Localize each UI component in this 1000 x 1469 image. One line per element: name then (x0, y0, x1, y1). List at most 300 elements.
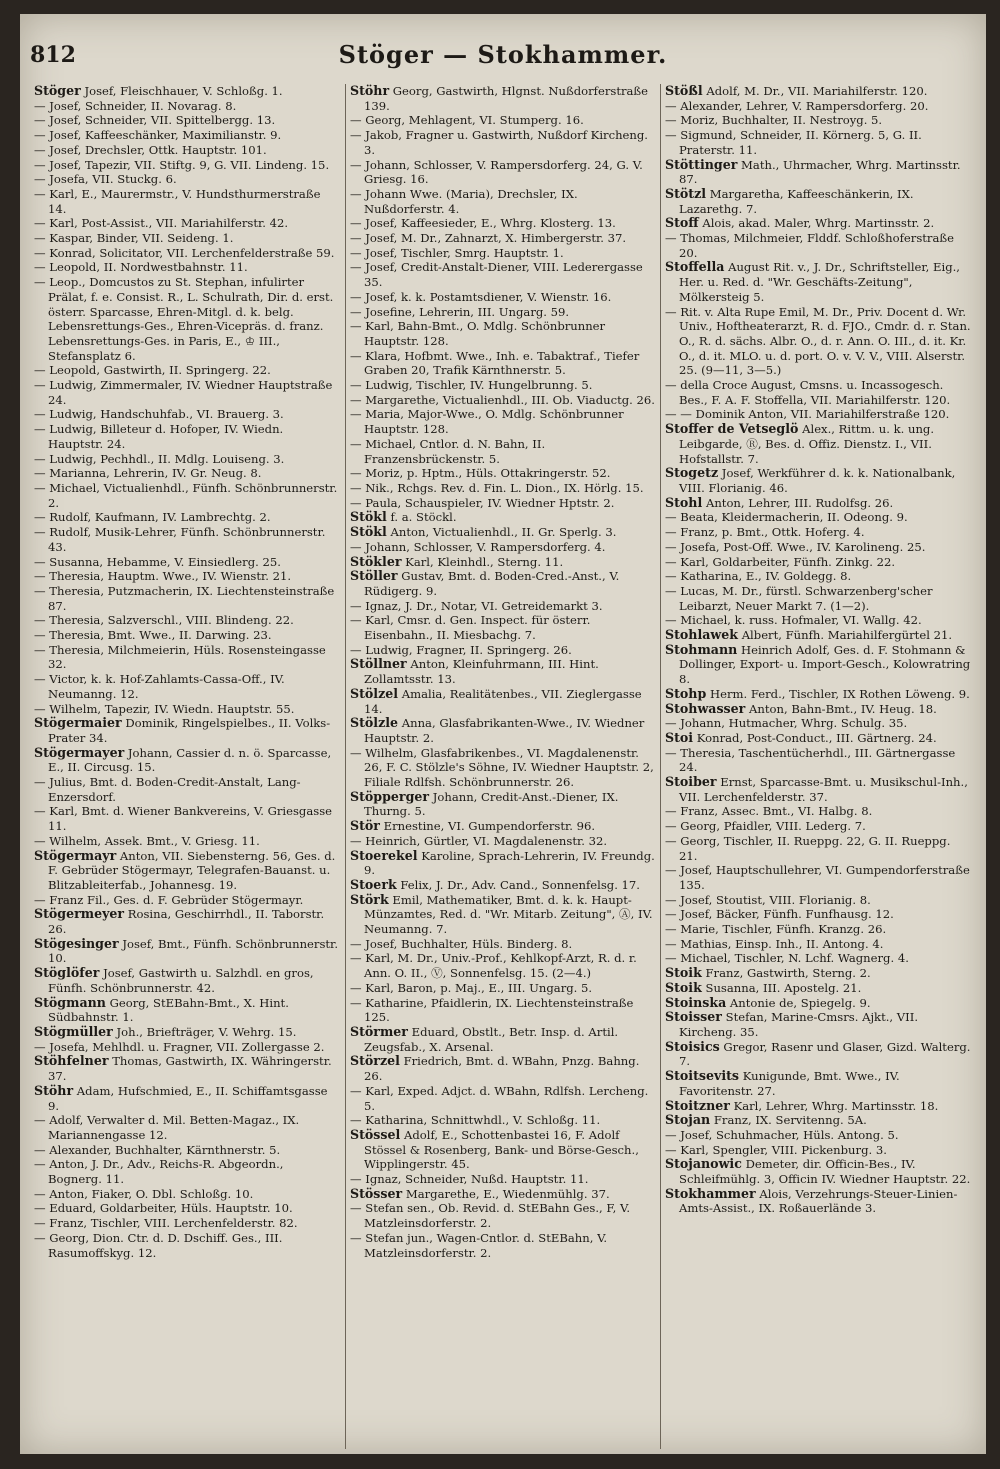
entry-text: Anna, Glasfabrikanten-Wwe., IV. Wiedner Hauptstr. 2. (364, 716, 645, 745)
entry-text: — Josef, Credit-Anstalt-Diener, VIII. Lederergasse 35. (350, 260, 643, 290)
entry-text: — Eduard, Goldarbeiter, Hüls. Hauptstr. 10. (34, 1201, 293, 1216)
entry-surname: Stögmann (34, 994, 106, 1010)
directory-entry (34, 613, 341, 628)
directory-entry (34, 702, 341, 717)
entry-text: — Leop., Domcustos zu St. Stephan, infulirter Prälat, f. e. Consist. R., L. Schulrath, Dir. d. erst. österr. Sparcasse, Ehren-Mitgl. d. k. belg. Lebensrettungs-Ges., Ehren-Vicepräs. d. franz. Lebensrettungs-Ges. in Paris, E., ♔ III., Stefansplatz 6. (34, 275, 334, 363)
entry-text: — Josefa, Mehlhdl. u. Fragner, VII. Zollergasse 2. (34, 1039, 325, 1054)
entry-text: Rosina, Geschirrhdl., II. Taborstr. 26. (48, 907, 325, 937)
directory-entry (350, 84, 656, 113)
entry-text: Josef, Gastwirth u. Salzhdl. en gros, Fünfh. Schönbrunnerstr. 42. (48, 966, 314, 995)
entry-text: — Josef, M. Dr., Zahnarzt, X. Himbergerstr. 37. (350, 231, 627, 246)
directory-entry (34, 937, 341, 966)
entry-text: — Ludwig, Pechhdl., II. Mdlg. Louiseng. 3. (34, 451, 285, 466)
entry-surname: Stötzl (665, 185, 707, 201)
entry-surname: Stoitzner (665, 1097, 730, 1113)
directory-entry (34, 555, 341, 570)
entry-text: Kunigunde, Bmt. Wwe., IV. Favoritenstr. 27. (679, 1069, 900, 1098)
directory-entry (34, 378, 341, 407)
entry-text: Gregor, Rasenr und Glaser, Gizd. Walterg. 7. (679, 1039, 971, 1069)
directory-entry (350, 231, 656, 246)
directory-entry (665, 525, 971, 540)
directory-entry (665, 966, 971, 981)
entry-text: — Rudolf, Musik-Lehrer, Fünfh. Schönbrunnerstr. 43. (34, 525, 326, 554)
entry-text: — Franz, p. Bmt., Ottk. Hoferg. 4. (665, 525, 865, 540)
directory-entry (350, 1113, 656, 1128)
entry-text: — Julius, Bmt. d. Boden-Credit-Anstalt, Lang-Enzersdorf. (34, 775, 301, 804)
directory-entry (350, 643, 656, 658)
directory-entry (665, 305, 971, 379)
entry-surname: Stoff (665, 215, 699, 231)
directory-entry (34, 510, 341, 525)
directory-entry (34, 481, 341, 510)
entry-text: — Victor, k. k. Hof-Zahlamts-Cassa-Off., IV. Neumanng. 12. (34, 672, 285, 701)
entry-surname: Stögmüller (34, 1024, 113, 1039)
directory-entry (665, 922, 971, 937)
entry-text: — Georg, Dion. Ctr. d. D. Dschiff. Ges., III. Rasumoffskyg. 12. (34, 1230, 283, 1260)
directory-entry (350, 128, 656, 157)
entry-surname: Stojan (665, 1112, 711, 1128)
directory-entry (350, 407, 656, 436)
entry-surname: Stöttinger (665, 156, 738, 172)
directory-entry (665, 907, 971, 922)
entry-text: — Josef, Kaffeeschänker, Maximilianstr. 9. (34, 128, 282, 143)
directory-entry (34, 996, 341, 1025)
directory-entry (665, 216, 971, 231)
entry-surname: Stöllner (350, 656, 407, 672)
directory-entry (34, 99, 341, 114)
entry-surname: Störzel (350, 1053, 400, 1069)
directory-entry (665, 1099, 971, 1114)
directory-entry (350, 187, 656, 216)
directory-entry (34, 525, 341, 554)
entry-text: Karl, Kleinhdl., Sterng. 11. (405, 554, 564, 569)
page-header (20, 14, 986, 78)
directory-entry (350, 1201, 656, 1230)
entry-text: Margaretha, Kaffeeschänkerin, IX. Lazarethg. 7. (679, 186, 914, 216)
entry-text: — Paula, Schauspieler, IV. Wiedner Hptstr. 2. (350, 495, 615, 510)
directory-entry (34, 158, 341, 173)
entry-text: Gustav, Bmt. d. Boden-Cred.-Anst., V. Rüdigerg. 9. (364, 569, 620, 598)
entry-text: — Josef, Kaffeesieder, E., Whrg. Klosterg. 13. (350, 216, 616, 231)
directory-entry (34, 775, 341, 804)
directory-entry (665, 540, 971, 555)
entry-text: Alois, Verzehrungs-Steuer-Linien-Amts-Assist., IX. Roßauerlände 3. (679, 1186, 958, 1216)
entry-text: Karl, Lehrer, Whrg. Martinsstr. 18. (733, 1098, 939, 1113)
entry-text: — Theresia, Salzverschl., VIII. Blindeng. 22. (34, 613, 294, 628)
entry-surname: Stögesinger (34, 935, 119, 951)
entry-surname: Stölzle (350, 715, 399, 731)
entry-text: — Josef, Tapezir, VII. Stiftg. 9, G. VII. Lindeng. 15. (34, 157, 330, 172)
entry-text: Stefan, Marine-Cmsrs. Ajkt., VII. Kircheng. 35. (679, 1010, 919, 1039)
directory-entry (350, 746, 656, 790)
entry-text: — Karl, Bahn-Bmt., O. Mdlg. Schönbrunner Hauptstr. 128. (350, 319, 606, 348)
entry-surname: Stöger (34, 84, 81, 98)
directory-entry (350, 1172, 656, 1187)
entry-text: — Ludwig, Fragner, II. Springerg. 26. (350, 642, 572, 657)
entry-text: — Theresia, Putzmacherin, IX. Liechtensteinstraße 87. (34, 583, 335, 613)
directory-entry (34, 1187, 341, 1202)
directory-entry (665, 1069, 971, 1098)
entry-surname: Stoik (665, 965, 702, 981)
directory-entry (34, 893, 341, 908)
directory-entry (350, 290, 656, 305)
entry-text: — Leopold, Gastwirth, II. Springerg. 22. (34, 363, 271, 378)
directory-entry (350, 393, 656, 408)
entry-text: — Josef, Schneider, VII. Spittelbergg. 13. (34, 113, 276, 128)
entry-text: Ernst, Sparcasse-Bmt. u. Musikschul-Inh., VII. Lerchenfelderstr. 37. (679, 775, 968, 804)
entry-surname: Stössel (350, 1126, 401, 1142)
directory-entry (350, 569, 656, 598)
entry-text: Josef, Fleischhauer, V. Schloßg. 1. (84, 84, 283, 98)
entry-text: — Maria, Major-Wwe., O. Mdlg. Schönbrunner Hauptstr. 128. (350, 407, 624, 437)
entry-text: — Josef, Stoutist, VIII. Florianig. 8. (665, 892, 871, 907)
entry-text: Adolf, M. Dr., VII. Mariahilferstr. 120. (706, 84, 928, 98)
entry-text: Joh., Briefträger, V. Wehrg. 15. (116, 1025, 297, 1039)
entry-text: — Theresia, Bmt. Wwe., II. Darwing. 23. (34, 628, 272, 643)
entry-text: Eduard, Obstlt., Betr. Insp. d. Artil. Zeugsfab., X. Arsenal. (364, 1025, 619, 1054)
directory-entry (350, 981, 656, 996)
entry-text: — Karl, Goldarbeiter, Fünfh. Zinkg. 22. (665, 554, 896, 569)
directory-entry (34, 113, 341, 128)
entry-text: — Heinrich, Gürtler, VI. Magdalenenstr. 32. (350, 833, 608, 848)
directory-entry (665, 716, 971, 731)
entry-text: — Ignaz, J. Dr., Notar, VI. Getreidemarkt 3. (350, 598, 603, 613)
directory-entry (665, 1010, 971, 1039)
entry-text: — Wilhelm, Tapezir, IV. Wiedn. Hauptstr. 55. (34, 701, 295, 716)
entry-text: Math., Uhrmacher, Whrg. Martinsstr. 87. (679, 157, 961, 187)
entry-text: Franz, IX. Servitenng. 5A. (713, 1113, 867, 1128)
directory-entry (34, 834, 341, 849)
entry-text: — Ignaz, Schneider, Nußd. Hauptstr. 11. (350, 1172, 589, 1187)
directory-entry (34, 643, 341, 672)
entry-text: — della Croce August, Cmsns. u. Incassogesch. Bes., F. A. F. Stoffella, VII. Mariahilferstr. 120. (665, 378, 951, 407)
entry-surname: Stoisics (665, 1038, 720, 1054)
directory-entry (665, 1040, 971, 1069)
entry-text: — Anton, Fiaker, O. Dbl. Schloßg. 10. (34, 1186, 254, 1201)
directory-entry (665, 687, 971, 702)
entry-text: — Susanna, Hebamme, V. Einsiedlerg. 25. (34, 554, 281, 569)
directory-entry (350, 216, 656, 231)
entry-text: — Michael, Cntlor. d. N. Bahn, II. Franzensbrückenstr. 5. (350, 436, 546, 466)
directory-entry (34, 1231, 341, 1260)
entry-text: — Josef, Bäcker, Fünfh. Funfhausg. 12. (665, 907, 894, 922)
entry-surname: Stohl (665, 494, 703, 510)
directory-entry (350, 496, 656, 511)
directory-entry (665, 746, 971, 775)
entry-text: — Franz, Tischler, VIII. Lerchenfelderstr. 82. (34, 1216, 298, 1231)
entry-surname: Stoiber (665, 774, 717, 790)
entry-text: — Rudolf, Kaufmann, IV. Lambrechtg. 2. (34, 510, 271, 525)
entry-text: — Leopold, II. Nordwestbahnstr. 11. (34, 260, 248, 275)
entry-surname: Stöpperger (350, 788, 430, 804)
entry-surname: Stohlawek (665, 627, 738, 643)
entry-text: — Ludwig, Handschuhfab., VI. Brauerg. 3. (34, 407, 284, 422)
entry-text: Georg, Gastwirth, Hlgnst. Nußdorferstraße 139. (364, 84, 649, 113)
entry-text: — Josef, Buchhalter, Hüls. Binderg. 8. (350, 936, 573, 951)
directory-entry (34, 84, 341, 99)
entry-text: — Franz, Assec. Bmt., VI. Halbg. 8. (665, 804, 873, 819)
entry-surname: Stöller (350, 568, 398, 584)
directory-entry (34, 1201, 341, 1216)
directory-entry (665, 113, 971, 128)
entry-text: — Ludwig, Tischler, IV. Hungelbrunng. 5. (350, 378, 593, 393)
entry-text: — Karl, M. Dr., Univ.-Prof., Kehlkopf-Arzt, R. d. r. Ann. O. II., Ⓥ, Sonnenfelsg. 15. (2—4.) (350, 951, 637, 981)
directory-entry (350, 996, 656, 1025)
entry-text: — Ludwig, Zimmermaler, IV. Wiedner Hauptstraße 24. (34, 378, 333, 407)
entry-text: — Franz Fil., Ges. d. F. Gebrüder Stögermayr. (34, 892, 304, 907)
entry-surname: Stölzel (350, 685, 399, 701)
column-right (660, 84, 975, 1449)
entry-surname: Stöhr (350, 84, 390, 98)
directory-entry (34, 849, 341, 893)
directory-entry (350, 158, 656, 187)
entry-text: — Karl, Bmt. d. Wiener Bankvereins, V. Griesgasse 11. (34, 804, 333, 834)
entry-text: Konrad, Post-Conduct., III. Gärtnerg. 24. (696, 730, 937, 745)
directory-entry (350, 613, 656, 642)
entry-text: Anton, Victualienhdl., II. Gr. Sperlg. 3. (390, 525, 617, 540)
directory-entry (665, 951, 971, 966)
directory-entry (665, 1187, 971, 1216)
entry-surname: Störk (350, 891, 389, 907)
entry-text: — Michael, k. russ. Hofmaler, VI. Wallg. 42. (665, 613, 922, 628)
directory-entry (350, 716, 656, 745)
directory-entry (350, 525, 656, 540)
entry-text: — Alexander, Buchhalter, Kärnthnerstr. 5. (34, 1142, 281, 1157)
entry-text: Anton, Bahn-Bmt., IV. Heug. 18. (749, 701, 937, 716)
entry-text: — Margarethe, Victualienhdl., III. Ob. Viaductg. 26. (350, 392, 655, 407)
entry-surname: Stohp (665, 685, 707, 701)
directory-entry (350, 834, 656, 849)
directory-entry (665, 555, 971, 570)
entry-text: — Moriz, Buchhalter, II. Nestroyg. 5. (665, 113, 883, 128)
entry-text: — Marie, Tischler, Fünfh. Kranzg. 26. (665, 922, 887, 937)
directory-entry (350, 437, 656, 466)
entry-text: — Karl, Exped. Adjct. d. WBahn, Rdlfsh. Lercheng. 5. (350, 1083, 649, 1113)
directory-page (20, 14, 986, 1454)
entry-text: — Karl, Post-Assist., VII. Mariahilferstr. 42. (34, 216, 289, 231)
entry-text: Albert, Fünfh. Mariahilfergürtel 21. (741, 628, 953, 643)
entry-surname: Stögermeyer (34, 906, 125, 922)
directory-entry (665, 643, 971, 687)
entry-surname: Stögermaier (34, 715, 122, 731)
directory-entry (350, 1084, 656, 1113)
entry-surname: Stökl (350, 524, 387, 540)
entry-text: — Katharina, E., IV. Goldegg. 8. (665, 569, 852, 584)
entry-text: — Theresia, Hauptm. Wwe., IV. Wienstr. 21. (34, 569, 292, 584)
entry-text: Johann, Credit-Anst.-Diener, IX. Thurng. 5. (364, 789, 619, 819)
directory-entry (665, 628, 971, 643)
entry-text: Johann, Cassier d. n. ö. Sparcasse, E., II. Circusg. 15. (48, 745, 332, 775)
entry-surname: Stohwasser (665, 700, 746, 716)
directory-entry (350, 555, 656, 570)
entry-text: Georg, StEBahn-Bmt., X. Hint. Südbahnstr. 1. (48, 995, 289, 1025)
entry-text: Thomas, Gastwirth, IX. Währingerstr. 37. (48, 1054, 332, 1084)
entry-text: — Lucas, M. Dr., fürstl. Schwarzenberg'scher Leibarzt, Neuer Markt 7. (1—2). (665, 583, 933, 613)
directory-entry (34, 216, 341, 231)
entry-surname: Stoinska (665, 994, 727, 1010)
entry-surname: Stoerk (350, 876, 397, 892)
entry-surname: Stößl (665, 84, 703, 98)
entry-text: — Johann, Hutmacher, Whrg. Schulg. 35. (665, 716, 908, 731)
directory-entry (34, 1025, 341, 1040)
entry-text: Franz, Gastwirth, Sterng. 2. (705, 966, 871, 981)
directory-entry (34, 1040, 341, 1055)
directory-entry (665, 510, 971, 525)
directory-entry (350, 893, 656, 937)
entry-surname: Stoerekel (350, 847, 418, 863)
directory-entry (665, 775, 971, 804)
entry-text: — Theresia, Taschentücherhdl., III. Gärtnergasse 24. (665, 745, 956, 775)
directory-entry (665, 996, 971, 1011)
entry-text: — Kaspar, Binder, VII. Seideng. 1. (34, 231, 234, 246)
entry-text: Josef, Bmt., Fünfh. Schönbrunnerstr. 10. (48, 936, 339, 966)
directory-entry (350, 305, 656, 320)
directory-entry (350, 951, 656, 980)
directory-entry (34, 466, 341, 481)
directory-entry (34, 1157, 341, 1186)
entry-surname: Stöglöfer (34, 965, 100, 981)
entry-text: August Rit. v., J. Dr., Schriftsteller, Eig., Her. u. Red. d. "Wr. Geschäfts-Zeitung", Mölkersteig 5. (679, 260, 960, 304)
directory-entry (350, 1231, 656, 1260)
entry-text: Herm. Ferd., Tischler, IX Rothen Löweng. 9. (709, 686, 970, 701)
directory-entry (665, 128, 971, 157)
entry-text: — Josefa, VII. Stuckg. 6. (34, 172, 177, 187)
entry-text: — Josef, Drechsler, Ottk. Hauptstr. 101. (34, 142, 267, 157)
entry-text: — Moriz, p. Hptm., Hüls. Ottakringerstr. 52. (350, 466, 611, 481)
directory-entry (34, 275, 341, 363)
entry-text: — Johann, Schlosser, V. Rampersdorferg. 24, G. V. Griesg. 16. (350, 157, 643, 187)
directory-entry (665, 981, 971, 996)
directory-entry (350, 1025, 656, 1054)
directory-entry (350, 481, 656, 496)
directory-entry (665, 260, 971, 304)
entry-text: Adolf, E., Schottenbastei 16, F. Adolf Stössel & Rosenberg, Bank- und Börse-Gesch., Wipplingerstr. 45. (364, 1127, 639, 1172)
directory-entry (34, 172, 341, 187)
entry-text: Alex., Rittm. u. k. ung. Leibgarde, Ⓡ, Bes. d. Offiz. Dienstz. I., VII. Hofstallstr. 7. (679, 422, 935, 466)
entry-text: — Josefa, Post-Off. Wwe., IV. Karolineng. 25. (665, 539, 926, 554)
entry-text: — Mathias, Einsp. Inh., II. Antong. 4. (665, 936, 884, 951)
entry-text: — Josefine, Lehrerin, III. Ungarg. 59. (350, 304, 570, 319)
column-left (30, 84, 345, 1449)
entry-text: — Alexander, Lehrer, V. Rampersdorferg. 20. (665, 98, 929, 113)
entry-text: — — Dominik Anton, VII. Mariahilferstraße 120. (665, 407, 950, 422)
directory-entry (350, 1128, 656, 1172)
entry-text: — Josef, Tischler, Smrg. Hauptstr. 1. (350, 245, 564, 260)
entry-text: Susanna, III. Apostelg. 21. (705, 980, 862, 995)
entry-surname: Stöhr (34, 1082, 74, 1098)
entry-text: — Georg, Tischler, II. Rueppg. 22, G. II. Rueppg. 21. (665, 833, 951, 863)
entry-text: — Wilhelm, Assek. Bmt., V. Griesg. 11. (34, 833, 260, 848)
directory-entry (34, 672, 341, 701)
entry-text: Emil, Mathematiker, Bmt. d. k. k. Haupt-Münzamtes, Red. d. "Wr. Mitarb. Zeitung", Ⓐ, IV. Neumanng. 7. (364, 892, 653, 937)
entry-surname: Stojanowic (665, 1156, 742, 1172)
directory-entry (350, 937, 656, 952)
directory-entry (665, 187, 971, 216)
entry-text: — Karl, Baron, p. Maj., E., III. Ungarg. 5. (350, 980, 593, 995)
directory-entry (665, 496, 971, 511)
entry-text: Amalia, Realitätenbes., VII. Zieglergasse 14. (364, 686, 642, 716)
directory-entry (665, 84, 971, 99)
directory-entry (34, 907, 341, 936)
directory-entry (34, 628, 341, 643)
entry-text: — Adolf, Verwalter d. Mil. Betten-Magaz., IX. Mariannengasse 12. (34, 1113, 300, 1142)
directory-entry (34, 363, 341, 378)
directory-entry (665, 731, 971, 746)
entry-text: — Wilhelm, Glasfabrikenbes., VI. Magdalenenstr. 26, F. C. Stölzle's Söhne, IV. Wiedner Hauptstr. 2, Filiale Rdlfsh. Schönbrunnerstr. 26. (350, 745, 654, 790)
directory-entry (665, 407, 971, 422)
entry-text: Josef, Werkführer d. k. k. Nationalbank, VIII. Florianig. 46. (679, 466, 956, 495)
directory-entry (34, 128, 341, 143)
directory-entry (34, 746, 341, 775)
entry-text: — Georg, Pfaidler, VIII. Lederg. 7. (665, 819, 866, 834)
directory-entry (34, 966, 341, 995)
directory-entry (350, 657, 656, 686)
directory-entry (350, 378, 656, 393)
entry-text: Adam, Hufschmied, E., II. Schiffamtsgasse 9. (48, 1083, 328, 1113)
entry-text: Friedrich, Bmt. d. WBahn, Pnzg. Bahng. 26. (364, 1054, 640, 1084)
directory-entry (350, 819, 656, 834)
entry-text: — Konrad, Solicitator, VII. Lerchenfelderstraße 59. (34, 245, 335, 260)
entry-surname: Stökler (350, 553, 402, 569)
entry-text: — Theresia, Milchmeierin, Hüls. Rosensteingasse 32. (34, 642, 326, 672)
entry-text: Heinrich Adolf, Ges. d. F. Stohmann & Dollinger, Export- u. Import-Gesch., Kolowratring 8. (679, 642, 971, 687)
column-middle (345, 84, 660, 1449)
directory-entry (665, 804, 971, 819)
entry-text: — Klara, Hofbmt. Wwe., Inh. e. Tabaktraf., Tiefer Graben 20, Trafik Kärnthnerstr. 5. (350, 348, 640, 378)
entry-text: — Rit. v. Alta Rupe Emil, M. Dr., Priv. Docent d. Wr. Univ., Hoftheaterarzt, R. d. FJO., Cmdr. d. r. Stan. O., R. d. sächs. Albr. O., d. r. Ann. O. III., d. it. Kr. O., d. it. MLO. u. d. port. O. v. V. V., VIII. Alserstr. 25. (9—11, 3—5.) (665, 304, 971, 378)
directory-entry (665, 1128, 971, 1143)
entry-text: — Michael, Tischler, N. Lchf. Wagnerg. 4. (665, 951, 909, 966)
entry-surname: Stöhfelner (34, 1053, 109, 1069)
directory-entry (350, 1187, 656, 1202)
entry-surname: Stör (350, 818, 380, 834)
entry-text: f. a. Stöckl. (390, 510, 457, 525)
entry-text: Anton, Kleinfuhrmann, III. Hint. Zollamtsstr. 13. (364, 657, 599, 687)
entry-surname: Stoik (665, 979, 702, 995)
directory-entry (34, 231, 341, 246)
entry-text: — Nik., Rchgs. Rev. d. Fin. L. Dion., IX. Hörlg. 15. (350, 480, 644, 495)
entry-text: — Johann, Schlosser, V. Rampersdorferg. 4. (350, 539, 606, 554)
entry-text: — Anton, J. Dr., Adv., Reichs-R. Abgeordn., Bognerg. 11. (34, 1157, 284, 1187)
directory-entry (34, 452, 341, 467)
directory-entry (665, 231, 971, 260)
directory-entry (665, 937, 971, 952)
entry-surname: Stoisser (665, 1009, 722, 1025)
directory-entry (665, 99, 971, 114)
page-number: 812 (30, 42, 76, 68)
entry-surname: Stoffer de Vetseglö (665, 421, 799, 437)
entry-text: Margarethe, E., Wiedenmühlg. 37. (405, 1186, 610, 1201)
entry-surname: Stokhammer (665, 1185, 756, 1201)
entry-text: — Johann Wwe. (Maria), Drechsler, IX. Nußdorferstr. 4. (350, 186, 578, 216)
directory-entry (34, 187, 341, 216)
directory-entry (34, 422, 341, 451)
entry-surname: Stögermayr (34, 847, 117, 863)
entry-surname: Stökl (350, 509, 387, 525)
directory-entry (34, 584, 341, 613)
entry-text: — Georg, Mehlagent, VI. Stumperg. 16. (350, 113, 584, 128)
entry-text: — Josef, Schuhmacher, Hüls. Antong. 5. (665, 1127, 899, 1142)
entry-surname: Störmer (350, 1024, 408, 1039)
directory-entry (350, 1054, 656, 1083)
directory-entry (34, 260, 341, 275)
entry-text: Dominik, Ringelspielbes., II. Volks-Prater 34. (48, 716, 331, 745)
entry-text: — Michael, Victualienhdl., Fünfh. Schönbrunnerstr. 2. (34, 480, 338, 510)
directory-entry (665, 1113, 971, 1128)
directory-entry (350, 540, 656, 555)
entry-text: — Thomas, Milchmeier, Flddf. Schloßhoferstraße 20. (665, 231, 954, 260)
entry-text: Demeter, dir. Officin-Bes., IV. Schleifmühlg. 3, Officin IV. Wiedner Hauptstr. 22. (679, 1157, 971, 1187)
